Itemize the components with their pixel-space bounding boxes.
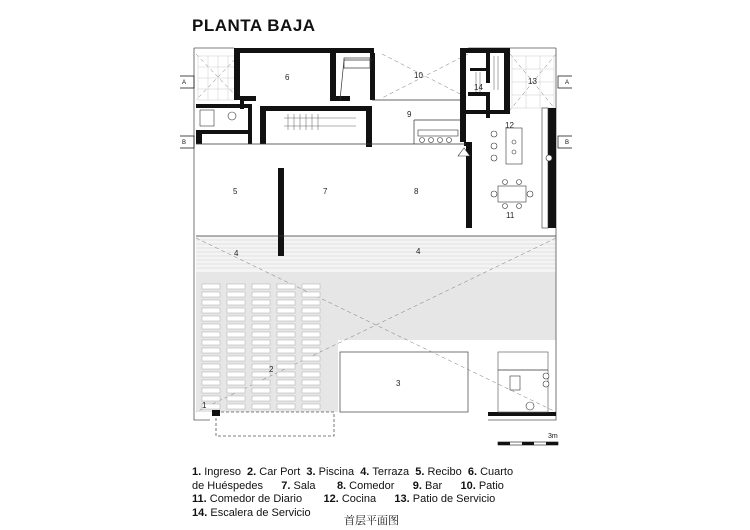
paver-pad bbox=[302, 388, 320, 393]
paver-pad bbox=[202, 324, 220, 329]
paver-pad bbox=[302, 316, 320, 321]
paver-pad bbox=[227, 300, 245, 305]
paver-pad bbox=[277, 316, 295, 321]
section-mark-b-right: B bbox=[565, 140, 570, 146]
legend-number: 6. bbox=[467, 466, 478, 478]
room-label-12: 12 bbox=[505, 121, 514, 130]
legend-text: Terraza bbox=[369, 466, 416, 478]
paver-pad bbox=[252, 284, 270, 289]
legend-text: Piscina bbox=[315, 466, 361, 478]
paver-pad bbox=[302, 404, 320, 409]
room-label-10: 10 bbox=[414, 71, 423, 80]
paver-pad bbox=[252, 332, 270, 337]
legend-number: 14. bbox=[192, 506, 208, 519]
legend-number: 1. bbox=[192, 466, 202, 478]
legend-row bbox=[192, 466, 572, 480]
legend-row bbox=[192, 493, 572, 507]
room-label-4-left: 4 bbox=[234, 249, 239, 258]
legend-text: de Huéspedes bbox=[192, 479, 282, 492]
paver-pad bbox=[227, 324, 245, 329]
paver-pad bbox=[227, 372, 245, 377]
legend-text: Bar bbox=[421, 479, 461, 492]
room-label-3: 3 bbox=[396, 379, 401, 388]
paver-pad bbox=[277, 396, 295, 401]
legend-text: Escalera de Servicio bbox=[207, 506, 311, 519]
paver-pad bbox=[252, 300, 270, 305]
paver-pad bbox=[227, 364, 245, 369]
paver-pad bbox=[227, 356, 245, 361]
legend-text: Recibo bbox=[424, 466, 468, 478]
paver-pad bbox=[252, 372, 270, 377]
paver-pad bbox=[302, 292, 320, 297]
room-label-4-right: 4 bbox=[416, 247, 421, 256]
room-label-8: 8 bbox=[414, 187, 419, 196]
legend-text: Patio de Servicio bbox=[409, 493, 496, 505]
paver-pad bbox=[277, 404, 295, 409]
section-mark-a-right: A bbox=[565, 80, 570, 86]
room-label-7: 7 bbox=[323, 187, 328, 196]
legend-number: 2. bbox=[247, 466, 257, 478]
legend-number: 5. bbox=[415, 466, 425, 478]
paver-pad bbox=[277, 364, 295, 369]
paver-pad bbox=[302, 284, 320, 289]
legend-number: 7. bbox=[281, 479, 291, 492]
paver-pad bbox=[252, 308, 270, 313]
paver-pad bbox=[277, 308, 295, 313]
paver-pad bbox=[227, 404, 245, 409]
legend-number: 10. bbox=[460, 479, 476, 492]
room-label-1: 1 bbox=[202, 401, 207, 410]
caption: 首层平面图 bbox=[344, 515, 399, 527]
paver-pad bbox=[227, 332, 245, 337]
section-mark-b-left: B bbox=[182, 140, 187, 146]
paver-pad bbox=[302, 300, 320, 305]
stair-treads bbox=[288, 56, 498, 130]
paver-pad bbox=[252, 316, 270, 321]
paver-pad bbox=[227, 316, 245, 321]
paver-pad bbox=[252, 404, 270, 409]
legend-number: 3. bbox=[306, 466, 316, 478]
paver-pad bbox=[302, 308, 320, 313]
paver-pad bbox=[202, 316, 220, 321]
paver-pad bbox=[227, 284, 245, 289]
paver-pad bbox=[202, 348, 220, 353]
paver-pad bbox=[202, 372, 220, 377]
paver-pad bbox=[202, 292, 220, 297]
paver-pad bbox=[277, 356, 295, 361]
paver-pad bbox=[252, 356, 270, 361]
legend-text: Car Port bbox=[256, 466, 307, 478]
paver-pad bbox=[302, 332, 320, 337]
paver-pad bbox=[277, 380, 295, 385]
room-label-11: 11 bbox=[506, 211, 515, 220]
paver-pad bbox=[252, 364, 270, 369]
paver-pad bbox=[252, 348, 270, 353]
legend-text: Comedor bbox=[346, 479, 413, 492]
paver-pad bbox=[252, 380, 270, 385]
paver-pad bbox=[302, 348, 320, 353]
paver-pad bbox=[277, 300, 295, 305]
room-label-9: 9 bbox=[407, 110, 412, 119]
room-label-13: 13 bbox=[528, 77, 537, 86]
paver-pad bbox=[277, 388, 295, 393]
legend-number: 9. bbox=[412, 479, 422, 492]
legend-number: 12. bbox=[323, 493, 339, 505]
paver-pad bbox=[202, 284, 220, 289]
paver-pad bbox=[202, 356, 220, 361]
legend-row bbox=[192, 480, 572, 494]
paver-pad bbox=[227, 348, 245, 353]
paver-pad bbox=[202, 364, 220, 369]
paver-pad bbox=[277, 372, 295, 377]
paver-pad bbox=[302, 340, 320, 345]
paver-pad bbox=[202, 340, 220, 345]
paver-pad bbox=[277, 284, 295, 289]
legend-text: Patio bbox=[475, 479, 504, 492]
paver-pad bbox=[302, 396, 320, 401]
plan-title: PLANTA BAJA bbox=[192, 16, 316, 35]
paver-pad bbox=[202, 332, 220, 337]
legend-number: 11. bbox=[192, 493, 207, 505]
paver-pad bbox=[202, 300, 220, 305]
legend-text: Comedor de Diario bbox=[206, 493, 324, 505]
paver-pad bbox=[277, 348, 295, 353]
paver-pad bbox=[277, 332, 295, 337]
legend-number: 8. bbox=[336, 479, 347, 492]
paver-pad bbox=[302, 356, 320, 361]
legend-text: Sala bbox=[290, 479, 337, 492]
legend-text: Ingreso bbox=[201, 466, 248, 478]
legend-number: 4. bbox=[360, 466, 370, 478]
paver-pad bbox=[252, 292, 270, 297]
paver-pad bbox=[202, 388, 220, 393]
legend-number: 13. bbox=[394, 493, 410, 505]
paver-pad bbox=[227, 388, 245, 393]
room-label-5: 5 bbox=[233, 187, 238, 196]
paver-pad bbox=[227, 292, 245, 297]
paver-pad bbox=[227, 308, 245, 313]
legend-text: Cocina bbox=[338, 493, 395, 505]
paver-pad bbox=[227, 380, 245, 385]
paver-pad bbox=[302, 380, 320, 385]
paver-pad bbox=[202, 380, 220, 385]
scale-bar bbox=[498, 442, 558, 445]
paver-pad bbox=[252, 388, 270, 393]
paver-pad bbox=[252, 396, 270, 401]
paver-pad bbox=[277, 324, 295, 329]
paver-pad bbox=[302, 372, 320, 377]
room-label-2: 2 bbox=[269, 365, 274, 374]
paver-pad bbox=[227, 340, 245, 345]
paver-pad bbox=[302, 324, 320, 329]
legend-text: Cuarto bbox=[477, 466, 514, 478]
section-mark-a-left: A bbox=[182, 80, 187, 86]
paver-pad bbox=[277, 292, 295, 297]
paver-pad bbox=[227, 396, 245, 401]
paver-pad bbox=[202, 308, 220, 313]
scale-label: 3m bbox=[548, 433, 558, 440]
room-label-14: 14 bbox=[474, 83, 483, 92]
paver-pad bbox=[302, 364, 320, 369]
paver-pad bbox=[277, 340, 295, 345]
paver-pad bbox=[252, 324, 270, 329]
paver-pad bbox=[252, 340, 270, 345]
room-label-6: 6 bbox=[285, 73, 290, 82]
